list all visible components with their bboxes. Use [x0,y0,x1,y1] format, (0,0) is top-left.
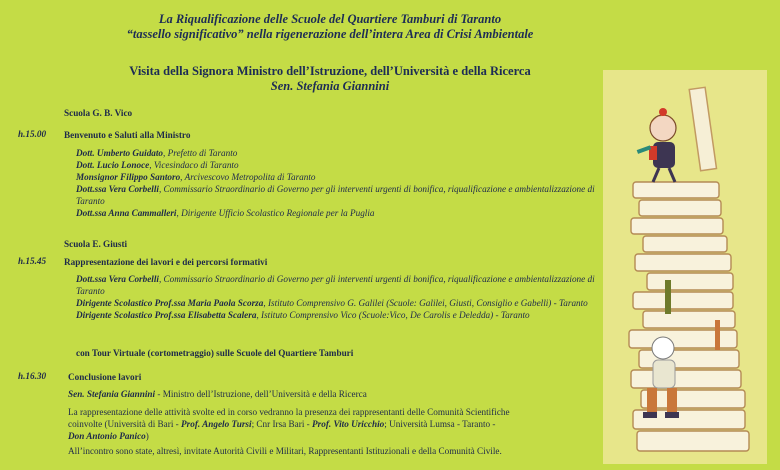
slot2-list [76,273,596,321]
speaker-role: , Commissario Straordinario di Governo per gli interventi urgenti di bonifica, riqualificazione e ambientalizzazione di Taranto [76,274,595,296]
text-span: coinvolte (Università di Bari - [68,419,182,429]
minister-name: Sen. Stefania Giannini [68,389,156,399]
speaker-role: , Arcivescovo Metropolita di Taranto [180,172,316,182]
girl-figure [637,108,677,182]
speaker-name: Dott. Umberto Guidato [76,148,164,158]
list-item [76,309,596,321]
text-span: ) [145,431,149,441]
speaker-role: , Vicesindaco di Taranto [149,160,239,170]
speaker-role: , Dirigente Ufficio Scolastico Regionale per la Puglia [176,208,375,218]
speaker-name: Dott.ssa Vera Corbelli [76,274,159,284]
slot3-title: Conclusione lavori [68,372,142,382]
list-item [76,159,596,171]
paragraph-1-line-2 [68,418,495,430]
speaker-name: Monsignor Filippo Santoro [76,172,181,182]
list-item [76,297,596,309]
visit-title: Visita della Signora Ministro dell’Istruzione, dell’Università e della Ricerca [129,64,531,78]
speaker-name: Dott.ssa Vera Corbelli [76,184,159,194]
slot1-title: Benvenuto e Saluti alla Ministro [64,130,191,140]
list-item [76,171,596,183]
header-line-1: La Riqualificazione delle Scuole del Quartiere Tamburi di Taranto [158,12,502,26]
professor-name: Prof. Angelo Tursi [181,419,252,429]
speaker-name: Dott. Lucio Lonoce [76,160,150,170]
list-item [76,273,596,297]
header-line-2: “tassello significativo” nella rigenerazione dell’intera Area di Crisi Ambientale [126,27,534,41]
speaker-role: , Istituto Comprensivo Vico (Scuole:Vico, De Carolis e Deledda) - Taranto [256,310,530,320]
list-item [76,207,596,219]
minister-role: - Ministro dell’Istruzione, dell’Università e della Ricerca [155,389,367,399]
slot1-list [76,147,596,219]
text-span: ; Cnr Irsa Bari - [251,419,313,429]
professor-name: Prof. Vito Uricchio [312,419,385,429]
paragraph-1-line-1: La rappresentazione delle attività svolte ed in corso vedranno la presenza dei rappresentanti delle Comunità Scientifiche [68,407,510,417]
school-giusti: Scuola E. Giusti [64,239,128,249]
books-illustration [603,70,767,464]
time-1630: h.16.30 [18,371,47,381]
slot2-title: Rappresentazione dei lavori e dei percorsi formativi [64,257,268,267]
paragraph-1-line-3 [68,430,149,442]
speaker-name: Dirigente Scolastico Prof.ssa Maria Paola Scorza [76,298,264,308]
speaker-role: , Commissario Straordinario di Governo per gli interventi urgenti di bonifica, riqualificazione e ambientalizzazione di Taranto [76,184,595,206]
time-1500: h.15.00 [18,129,47,139]
paragraph-2: All’incontro sono state, altresì, invitate Autorità Civili e Militari, Rappresentanti Istituzionali e della Comunità Civile. [68,446,502,456]
text-span: ; Università Lumsa - Taranto - [384,419,496,429]
time-1545: h.15.45 [18,256,47,266]
professor-name: Don Antonio Panico [68,431,146,441]
school-vico: Scuola G. B. Vico [64,108,133,118]
visit-minister: Sen. Stefania Giannini [270,79,390,93]
list-item [76,183,596,207]
speaker-name: Dott.ssa Anna Cammalleri [76,208,177,218]
speaker-role: , Prefetto di Taranto [163,148,238,158]
list-item [76,147,596,159]
speaker-name: Dirigente Scolastico Prof.ssa Elisabetta Scalera [76,310,257,320]
book-stack-icon [603,70,767,464]
tour-virtuale: con Tour Virtuale (cortometraggio) sulle Scuole del Quartiere Tamburi [76,348,354,358]
speaker-role: , Istituto Comprensivo G. Galilei (Scuole: Galilei, Giusti, Consiglio e Gabelli) - Taranto [263,298,588,308]
minister-line [68,388,367,400]
